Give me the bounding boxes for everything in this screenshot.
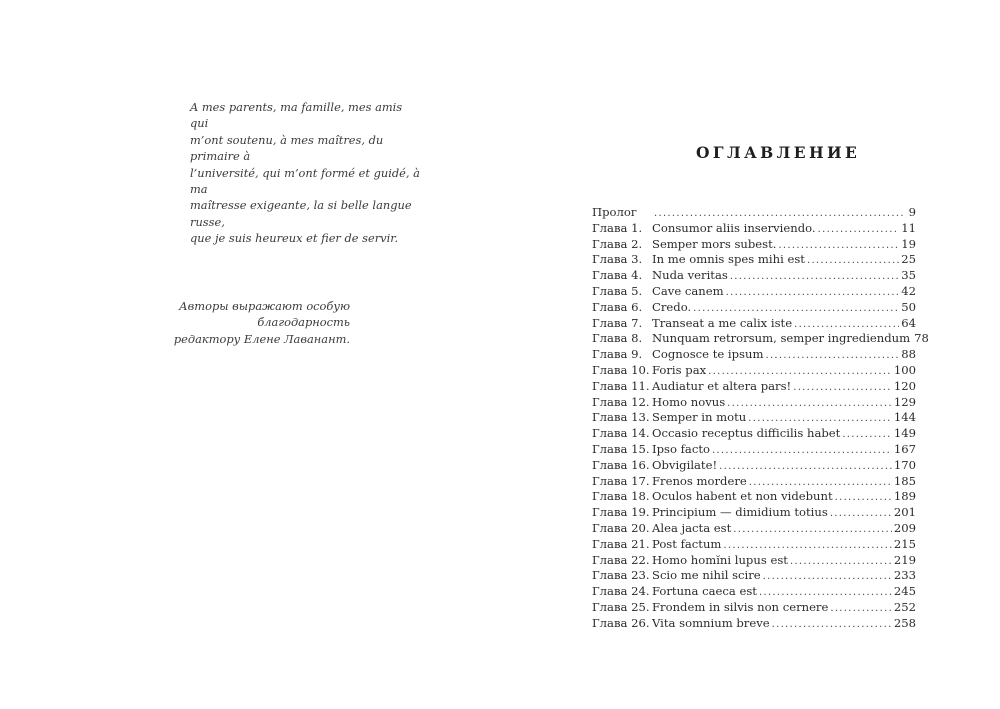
toc-entry [592,442,916,458]
toc-entry-title: Scio me nihil scire [652,568,761,583]
toc-entry [592,537,916,553]
toc-dot-leader [835,490,892,506]
toc-dot-leader [772,617,892,633]
toc-entry-page: 78 [914,331,929,346]
toc-entry-page: 64 [901,315,916,330]
toc-entry-label: Глава 22. [592,552,650,567]
toc-entry-page: 185 [893,473,916,488]
toc-entry-title: Fortuna caeca est [652,584,757,599]
toc-entry-page: 144 [893,410,916,425]
toc-entry-page: 245 [893,584,916,599]
toc-entry-label: Глава 6. [592,299,643,314]
toc-entry-page: 167 [893,441,916,456]
toc-dot-leader [693,301,899,317]
toc-entry-label: Глава 19. [592,505,650,520]
acknowledgement [130,298,350,347]
toc-dot-leader [726,285,900,301]
toc-entry [592,489,916,505]
toc-entry-label: Глава 5. [592,283,643,298]
toc-entry-label: Глава 23. [592,568,650,583]
toc-entry-title: Consumor aliis inserviendo. [652,220,816,235]
toc-entry-label: Глава 4. [592,268,643,283]
toc-dot-leader [763,569,892,585]
toc-entry [592,347,916,363]
toc-entry-title: Semper mors subest. [652,236,777,251]
toc-entry [592,237,916,253]
toc-entry [592,616,916,632]
toc-entry-title: Principium — dimidium totius [652,505,828,520]
toc-entry [592,505,916,521]
toc-entry-label: Глава 26. [592,615,650,630]
toc-entry [592,363,916,379]
toc-dot-leader [708,364,892,380]
toc-entry-title: Occasio receptus difficilis habet [652,426,841,441]
toc-entry-title: Frondem in silvis non cernere [652,599,829,614]
acknowledgement-line: Авторы выражают особую благодарность [179,299,350,330]
toc-entry-title: Oculos habent et non videbunt [652,489,833,504]
toc-entry-label: Глава 2. [592,236,643,251]
toc-entry-title: Frenos mordere [652,473,747,488]
toc-entry-page: 129 [893,394,916,409]
dedication-line: maîtresse exigeante, la si belle langue russe, [190,198,412,229]
toc-entry [592,395,916,411]
toc-entry-page: 258 [893,615,916,630]
toc-entry-page: 189 [893,489,916,504]
toc-entry-page: 215 [893,536,916,551]
toc-dot-leader [765,348,899,364]
toc-entry-title: Semper in motu [652,410,747,425]
toc-entry [592,553,916,569]
toc-dot-leader [749,475,892,491]
toc-dot-leader [654,206,904,222]
toc-dot-leader [748,411,892,427]
toc-entry-title: Ipso facto [652,441,710,456]
toc-entry-title: Alea jacta est [652,520,732,535]
toc-entry [592,316,916,332]
toc-entry-page: 233 [893,568,916,583]
toc-entry-page: 201 [893,505,916,520]
toc-entry-label: Глава 3. [592,252,643,267]
toc-dot-leader [830,601,892,617]
toc-entry-page: 11 [901,220,916,235]
toc-dot-leader [793,380,892,396]
toc-dot-leader [818,222,900,238]
toc-entry-page: 42 [901,283,916,298]
toc-entry-label: Глава 7. [592,315,643,330]
toc-entry-page: 252 [893,599,916,614]
toc-entry-page: 50 [901,299,916,314]
toc-entry [592,205,916,221]
toc-entry-page: 35 [901,268,916,283]
toc-entry-title: Vita somnium breve [652,615,770,630]
acknowledgement-line: редактору Елене Лаванант. [173,331,350,346]
toc-entry-label: Глава 9. [592,347,643,362]
toc-entry-title: Cave canem [652,283,724,298]
dedication-line: que je suis heureux et fier de servir. [190,231,399,246]
toc-entry [592,521,916,537]
toc-dot-leader [727,396,892,412]
toc-dot-leader [723,538,891,554]
toc-entry-title: In me omnis spes mihi est [652,252,805,267]
toc-entry [592,300,916,316]
toc-entry-label: Глава 16. [592,457,650,472]
toc-dot-leader [794,317,899,333]
toc-entry-label: Пролог [592,205,637,219]
toc-entry-page: 170 [893,457,916,472]
dedication-line: l’université, qui m’ont formé et guidé, à ma [190,165,420,197]
toc-entry [592,284,916,300]
toc-entry-label: Глава 25. [592,599,650,614]
toc-dot-leader [807,253,899,269]
toc-entry-label: Глава 12. [592,394,650,409]
toc-dot-leader [842,427,892,443]
toc-entry-page: 25 [901,252,916,267]
table-of-contents [592,205,929,632]
toc-entry-title: Homo novus [652,394,726,409]
toc-entry [592,410,916,426]
toc-entry [592,268,916,284]
toc-entry-page: 209 [893,520,916,535]
toc-entry-title: Credo. [652,299,692,314]
toc-entry [592,474,916,490]
toc-entry-title: Foris pax [652,362,707,377]
toc-entry-label: Глава 8. [592,331,643,346]
toc-entry-page: 100 [893,362,916,377]
toc-entry-label: Глава 14. [592,426,650,441]
toc-entry [592,252,916,268]
toc-entry-label: Глава 20. [592,520,650,535]
toc-entry-title: Cognosce te ipsum [652,347,764,362]
toc-entry-label: Глава 10. [592,362,650,377]
toc-dot-leader [733,522,892,538]
toc-dot-leader [719,459,892,475]
toc-dot-leader [730,269,899,285]
toc-entry-label: Глава 17. [592,473,650,488]
toc-entry-page: 219 [893,552,916,567]
toc-entry-title: Nunquam retrorsum, semper ingrediendum [652,331,911,346]
toc-entry-title: Post factum [652,536,722,551]
toc-entry-label: Глава 24. [592,584,650,599]
toc-entry-title: Transeat a me calix iste [652,315,793,330]
toc-entry [592,379,916,395]
toc-entry [592,458,916,474]
toc-entry [592,600,916,616]
dedication-line: m’ont soutenu, à mes maîtres, du primaire à [190,132,384,164]
toc-entry-label: Глава 13. [592,410,650,425]
toc-entry-title: Nuda veritas [652,268,728,283]
toc-entry [592,568,916,584]
toc-dot-leader [759,585,892,601]
toc-entry-page: 9 [908,205,916,219]
dedication [190,99,422,247]
toc-entry-label: Глава 1. [592,220,643,235]
toc-entry-title: Obvigilate! [652,457,718,472]
toc-dot-leader [778,238,899,254]
toc-entry-page: 149 [893,426,916,441]
toc-entry-page: 120 [893,378,916,393]
toc-heading: ОГЛАВЛЕНИЕ [696,143,861,162]
dedication-line: A mes parents, ma famille, mes amis qui [190,100,403,131]
right-page [500,0,1000,709]
toc-entry-title: Audiatur et altera pars! [652,378,792,393]
toc-entry [592,331,929,347]
toc-entry [592,426,916,442]
toc-entry-label: Глава 18. [592,489,650,504]
toc-entry-label: Глава 21. [592,536,650,551]
toc-dot-leader [830,506,892,522]
toc-entry-page: 19 [901,236,916,251]
toc-dot-leader [790,554,892,570]
toc-entry [592,221,916,237]
toc-entry-label: Глава 11. [592,378,650,393]
toc-entry [592,584,916,600]
toc-entry-title: Homo homĭni lupus est [652,552,788,567]
toc-dot-leader [712,443,892,459]
toc-entry-page: 88 [901,347,916,362]
toc-entry-label: Глава 15. [592,441,650,456]
